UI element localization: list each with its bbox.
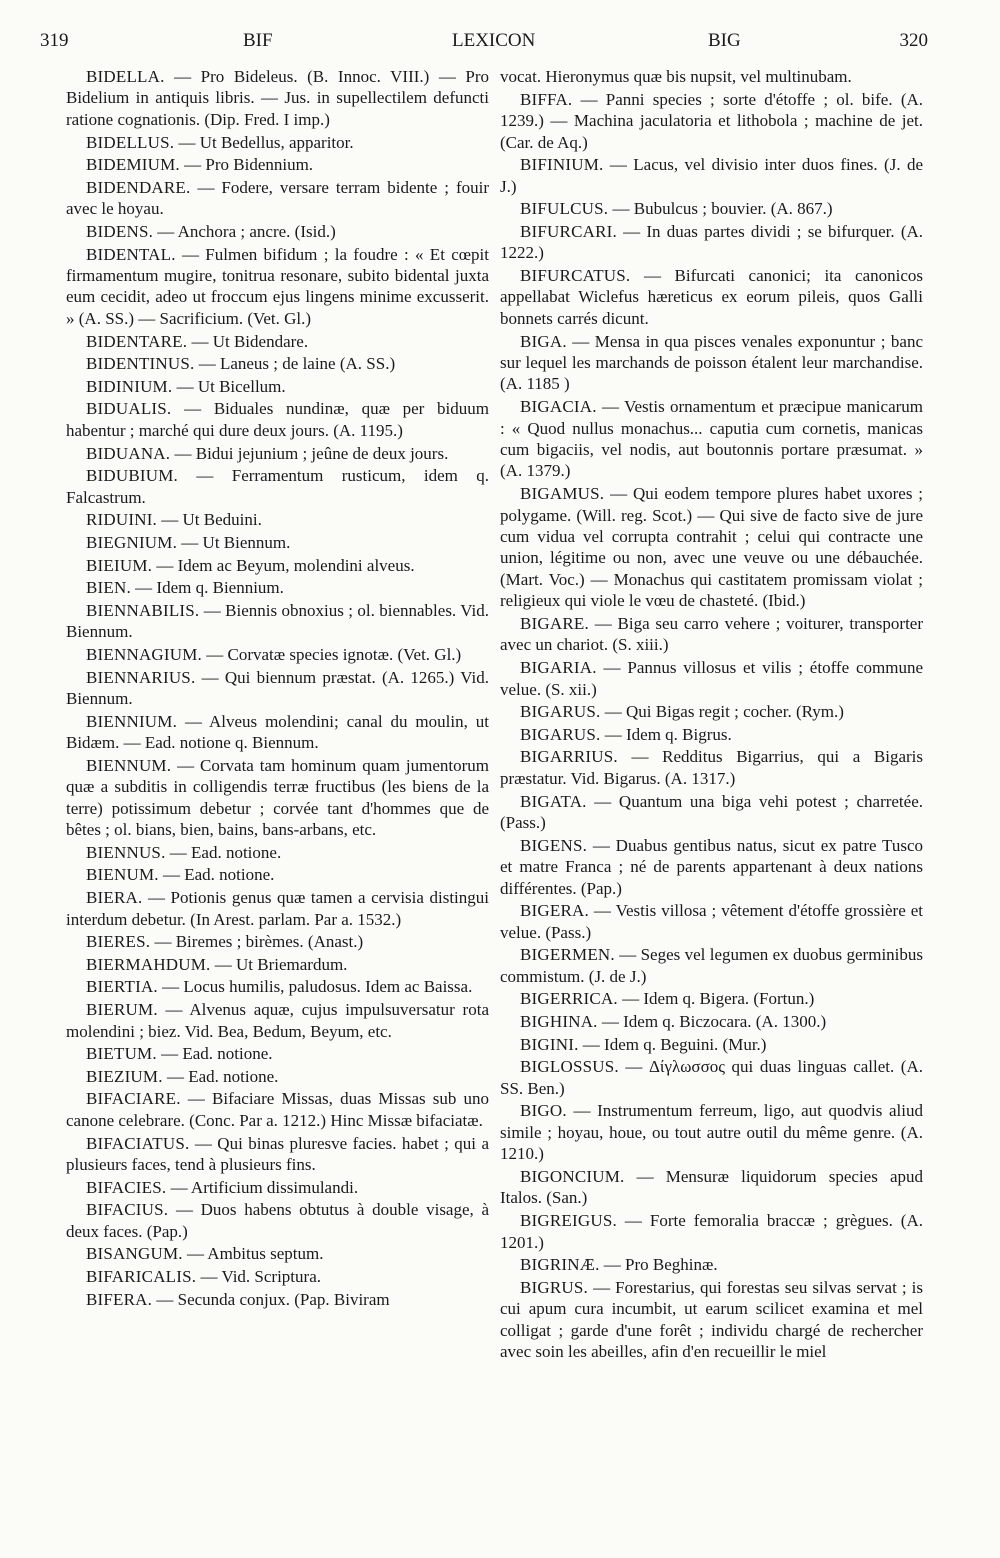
- entry-headword: BIDUBIUM.: [86, 466, 178, 486]
- dictionary-entry: [66, 154, 489, 175]
- entry-definition: — Pro Bidennium.: [184, 155, 314, 175]
- entry-headword: BIENNABILIS.: [86, 600, 200, 620]
- entry-headword: BIDENTINUS.: [86, 354, 195, 374]
- dictionary-entry: [500, 154, 923, 197]
- entry-headword: BIDUANA.: [86, 443, 171, 463]
- left-column: [66, 66, 489, 1311]
- entry-headword: BIGARIA.: [520, 658, 597, 678]
- entry-headword: BIGARE.: [520, 614, 589, 634]
- entry-headword: BIERES.: [86, 932, 151, 952]
- entry-headword: BIENNUS.: [86, 842, 166, 862]
- dictionary-entry: [500, 835, 923, 899]
- entry-headword: BIENUM.: [86, 865, 159, 885]
- entry-definition: — Ambitus septum.: [186, 1244, 324, 1264]
- entry-headword: BIEN.: [86, 578, 131, 598]
- entry-headword: BIFURCATUS.: [520, 266, 631, 286]
- entry-definition: — Ut Biennum.: [181, 532, 291, 552]
- entry-definition: — In duas partes dividi ; se bifurquer. (A. 1222.): [500, 221, 924, 263]
- dictionary-entry: [66, 398, 489, 441]
- entry-headword: BIEGNIUM.: [86, 532, 178, 552]
- entry-headword: BIDEMIUM.: [86, 155, 180, 175]
- dictionary-entry: [66, 600, 489, 643]
- entry-definition: — Potionis genus quæ tamen a cervisia distingui interdum debetur. (In Arest. parlam. Par a. 1532.): [66, 888, 489, 929]
- entry-definition: — Redditus Bigarrius, qui a Bigaris præstatur. Vid. Bigarus. (A. 1317.): [500, 747, 924, 788]
- entry-definition: — Ferramentum rusticum, idem q. Falcastrum.: [66, 466, 489, 507]
- entry-headword: BIGRUS.: [520, 1277, 588, 1297]
- dictionary-entry: [500, 613, 923, 656]
- dictionary-entry: [500, 1166, 923, 1209]
- dictionary-entry: [66, 1177, 489, 1198]
- entry-headword: RIDUINI.: [86, 510, 158, 530]
- dictionary-entry: [66, 244, 489, 330]
- entry-headword: BIDINIUM.: [86, 376, 173, 396]
- dictionary-entry: [66, 353, 489, 374]
- entry-definition: — Seges vel legumen ex duobus germinibus commistum. (J. de J.): [500, 945, 924, 986]
- entry-definition: — Bidui jejunium ; jeûne de deux jours.: [174, 443, 449, 463]
- dictionary-entry: [66, 1133, 489, 1176]
- dictionary-entry: [66, 577, 489, 598]
- entry-definition: — Ut Bedellus, apparitor.: [178, 132, 354, 152]
- dictionary-entry: [500, 746, 923, 789]
- dictionary-entry: [500, 198, 923, 219]
- dictionary-entry: [66, 1088, 489, 1131]
- entry-definition: — Ead. notione.: [161, 1044, 273, 1064]
- entry-headword: BIGERMEN.: [520, 945, 615, 965]
- right-page-number: 320: [899, 30, 928, 51]
- page-header: [40, 30, 928, 56]
- entry-headword: BIFARICALIS.: [86, 1267, 197, 1287]
- entry-headword: BIEZIUM.: [86, 1066, 163, 1086]
- entry-definition: — Panni species ; sorte d'étoffe ; ol. bife. (A. 1239.) — Machina jaculatoria et lithobola ; machine de jet. (Car. de Aq.): [500, 89, 924, 152]
- dictionary-entry: [66, 644, 489, 665]
- dictionary-entry: [66, 999, 489, 1042]
- entry-definition: — Qui biennum præstat. (A. 1265.) Vid. Biennum.: [66, 667, 489, 709]
- entry-headword: BIERTIA.: [86, 977, 158, 997]
- entry-definition: — Forestarius, qui forestas seu silvas servat ; is cui apum cura incumbit, ut earum scilicet examina et mel colligat ; garde d'une forêt ; individu chargé de rechercher avec soin les abeilles, afin d'en recueillir le miel: [500, 1277, 923, 1362]
- dictionary-entry: [66, 509, 489, 530]
- entry-definition: — Duos habens obtutus à double visage, à deux faces. (Pap.): [66, 1200, 490, 1241]
- entry-definition: — Qui binas pluresve facies. habet ; qui a plusieurs faces, tend à plusieurs fins.: [66, 1133, 490, 1175]
- entry-headword: BIGARUS.: [520, 702, 601, 722]
- entry-definition: — Bubulcus ; bouvier. (A. 867.): [612, 199, 833, 219]
- entry-definition: — Laneus ; de laine (A. SS.): [198, 354, 396, 374]
- dictionary-entry: [66, 1066, 489, 1087]
- entry-headword: BIDENTAL.: [86, 244, 176, 264]
- dictionary-entry: [500, 1011, 923, 1032]
- entry-headword: BIERUM.: [86, 1000, 158, 1020]
- entry-headword: BIGLOSSUS.: [520, 1057, 619, 1077]
- entry-headword: BIENNIUM.: [86, 711, 178, 731]
- right-column: [500, 66, 923, 1364]
- dictionary-entry: [500, 221, 923, 264]
- dictionary-entry: [66, 1243, 489, 1264]
- dictionary-entry: [500, 66, 923, 87]
- entry-definition: — Vestis ornamentum et præcipue manicarum : « Quod nullus monachus... caputia cum cornetis, manicas cum bigaciis, vel nodis, aut boutonnis portare præsumat. » (A. 1379.): [500, 397, 924, 481]
- entry-headword: BIENNUM.: [86, 755, 172, 775]
- entry-definition: — Lacus, vel divisio inter duos fines. (J. de J.): [500, 155, 924, 196]
- entry-headword: BIFURCARI.: [520, 221, 617, 241]
- dictionary-entry: [66, 864, 489, 885]
- entry-definition: — Ut Beduini.: [161, 510, 262, 530]
- left-page-number: 319: [40, 30, 69, 51]
- entry-definition: — Corvata tam hominum quam jumentorum quæ a subditis in colligendis terræ fructibus (les biens de la terre) potissimum debetur ; corvée tant d'hommes que de bêtes ; ol. bians, bien, bains, bans-arbans, etc.: [66, 755, 490, 840]
- entry-headword: BIFACIARE.: [86, 1089, 181, 1109]
- dictionary-entry: [66, 976, 489, 997]
- entry-definition: — Biremes ; birèmes. (Anast.): [154, 932, 364, 952]
- entry-headword: BIDENTARE.: [86, 331, 188, 351]
- entry-definition: — Idem q. Bigrus.: [604, 724, 732, 744]
- dictionary-entry: [500, 483, 923, 612]
- dictionary-entry: [66, 465, 489, 508]
- entry-definition: — Alveus molendini; canal du moulin, ut Bidæm. — Ead. notione q. Biennum.: [66, 711, 489, 753]
- entry-headword: BIGA.: [520, 331, 567, 351]
- entry-definition: — Instrumentum ferreum, ligo, aut quodvis aliud simile ; hoyau, houe, ou tout autre outil du même genre. (A. 1210.): [500, 1101, 924, 1164]
- entry-definition: — Ut Bicellum.: [176, 376, 286, 396]
- entry-definition: — Pro Bideleus. (B. Innoc. VIII.) — Pro Bidelium in antiquis libris. — Jus. in supellectilem defuncti ratione cognationis. (Dip. Fred. I imp.): [66, 67, 490, 129]
- entry-definition: — Ead. notione.: [162, 865, 275, 885]
- entry-definition: — Alvenus aquæ, cujus impulsuversatur rota molendini ; biez. Vid. Bea, Bedum, Beyum, etc.: [66, 1000, 489, 1041]
- entry-definition: — Mensa in qua pisces venales exponuntur ; banc sur lequel les marchands de poisson étalent leur marchandise. (A. 1185 ): [500, 331, 923, 394]
- entry-headword: BIDENS.: [86, 221, 154, 241]
- running-title: LEXICON: [452, 30, 536, 51]
- entry-definition: — Fodere, versare terram bidente ; fouir avec le hoyau.: [66, 177, 490, 219]
- entry-definition: — Qui Bigas regit ; cocher. (Rym.): [604, 702, 844, 722]
- entry-headword: BIEIUM.: [86, 555, 153, 575]
- dictionary-entry: [500, 944, 923, 987]
- entry-definition: — Artificium dissimulandi.: [170, 1177, 359, 1197]
- entry-headword: BIGARRIUS.: [520, 747, 618, 767]
- entry-headword: BISANGUM.: [86, 1244, 183, 1264]
- entry-definition: vocat. Hieronymus quæ bis nupsit, vel multinubam.: [500, 67, 852, 86]
- entry-definition: — Secunda conjux. (Pap. Biviram: [156, 1289, 390, 1309]
- entry-definition: — Idem ac Beyum, molendini alveus.: [156, 555, 415, 575]
- dictionary-entry: [66, 532, 489, 553]
- entry-headword: BIETUM.: [86, 1044, 157, 1064]
- entry-definition: — Qui eodem tempore plures habet uxores ; polygame. (Will. reg. Scot.) — Qui sive de facto sive de jure cum vidua vel corrupta contrahit ; celui qui contracte une union, légitime ou non, avec une veuve ou une débauchée. (Mart. Voc.) — Monachus qui castitatem promissam violat ; religieux qui viole le vœu de chasteté. (Ibid.): [500, 484, 924, 611]
- entry-headword: BIFACIUS.: [86, 1200, 169, 1220]
- right-guide-word: BIG: [708, 30, 741, 51]
- entry-definition: — Mensuræ liquidorum species apud Italos. (San.): [500, 1166, 923, 1208]
- entry-definition: — Ead. notione.: [169, 842, 282, 862]
- entry-headword: BIGREIGUS.: [520, 1211, 617, 1231]
- entry-headword: BIGERRICA.: [520, 989, 618, 1009]
- entry-definition: — Bifaciare Missas, duas Missas sub uno canone celebrare. (Conc. Par a. 1212.) Hinc Missæ bifaciatæ.: [66, 1089, 489, 1130]
- entry-headword: BIGERA.: [520, 901, 589, 921]
- dictionary-entry: [66, 755, 489, 841]
- entry-headword: BIDUALIS.: [86, 399, 172, 419]
- dictionary-entry: [500, 1254, 923, 1275]
- entry-definition: — Quantum una biga vehi potest ; charretée. (Pass.): [500, 791, 923, 833]
- dictionary-entry: [66, 931, 489, 952]
- dictionary-entry: [66, 842, 489, 863]
- dictionary-entry: [66, 177, 489, 220]
- entry-definition: — Biga seu carro vehere ; voiturer, transporter avec un chariot. (S. xiii.): [500, 614, 923, 655]
- entry-headword: BIENNAGIUM.: [86, 644, 202, 664]
- entry-definition: — Bifurcati canonici; ita canonicos appellabat Wiclefus hæreticus ex eorum pileis, quos Galli bonnets carrés dicunt.: [500, 266, 924, 328]
- dictionary-entry: [500, 1100, 923, 1164]
- dictionary-entry: [500, 1056, 923, 1099]
- dictionary-entry: [500, 701, 923, 722]
- dictionary-entry: [500, 900, 923, 943]
- dictionary-entry: [500, 791, 923, 834]
- entry-headword: BIGINI.: [520, 1034, 579, 1054]
- entry-definition: — Corvatæ species ignotæ. (Vet. Gl.): [206, 644, 462, 664]
- dictionary-entry: [66, 1266, 489, 1287]
- dictionary-entry: [66, 132, 489, 153]
- entry-headword: BIGONCIUM.: [520, 1166, 625, 1186]
- entry-headword: BIGO.: [520, 1101, 567, 1121]
- dictionary-entry: [500, 396, 923, 482]
- entry-headword: BIGHINA.: [520, 1012, 598, 1032]
- entry-definition: — Pro Beghinæ.: [603, 1255, 718, 1275]
- dictionary-entry: [500, 331, 923, 395]
- dictionary-entry: [500, 265, 923, 329]
- entry-definition: — Biduales nundinæ, quæ per biduum habentur ; marché qui dure deux jours. (A. 1195.): [66, 399, 489, 440]
- entry-headword: BIDENDARE.: [86, 177, 191, 197]
- entry-definition: — Idem q. Biczocara. (A. 1300.): [601, 1012, 827, 1032]
- dictionary-entry: [66, 66, 489, 130]
- entry-definition: — Forte femoralia braccæ ; grègues. (A. 1201.): [500, 1211, 923, 1252]
- dictionary-entry: [66, 331, 489, 352]
- entry-headword: BIERMAHDUM.: [86, 954, 211, 974]
- entry-headword: BIGENS.: [520, 835, 588, 855]
- entry-headword: BIDELLUS.: [86, 132, 175, 152]
- dictionary-entry: [500, 1277, 923, 1363]
- entry-headword: BIGATA.: [520, 791, 587, 811]
- entry-definition: — Δίγλωσσος qui duas linguas callet. (A. SS. Ben.): [500, 1057, 924, 1098]
- dictionary-entry: [500, 89, 923, 153]
- dictionary-entry: [66, 221, 489, 242]
- entry-definition: — Vid. Scriptura.: [200, 1267, 321, 1287]
- entry-definition: — Fulmen bifidum ; la foudre : « Et cœpit firmamentum mugire, tonitrua resonare, subito bidental juxta eum cecidit, adeo ut froccum ejus lingens minime excusserit. » (A. SS.) — Sacrificium. (Vet. Gl.): [66, 244, 489, 328]
- dictionary-entry: [66, 1289, 489, 1310]
- dictionary-entry: [66, 667, 489, 710]
- entry-headword: BIFERA.: [86, 1289, 153, 1309]
- entry-definition: — Idem q. Bigera. (Fortun.): [622, 989, 815, 1009]
- entry-headword: BIFACIES.: [86, 1177, 167, 1197]
- dictionary-entry: [66, 443, 489, 464]
- entry-definition: — Ead. notione.: [166, 1066, 279, 1086]
- entry-headword: BIFACIATUS.: [86, 1133, 190, 1153]
- entry-definition: — Duabus gentibus natus, sicut ex patre Tusco et matre Franca ; né de parents appartenant à deux nations différentes. (Pap.): [500, 835, 923, 898]
- entry-headword: BIGRINÆ.: [520, 1255, 600, 1275]
- entry-definition: — Locus humilis, paludosus. Idem ac Baissa.: [162, 977, 473, 997]
- entry-headword: BIFULCUS.: [520, 199, 609, 219]
- entry-definition: — Vestis villosa ; vêtement d'étoffe grossière et velue. (Pass.): [500, 901, 923, 942]
- entry-definition: — Biennis obnoxius ; ol. biennables. Vid. Biennum.: [66, 600, 490, 642]
- dictionary-entry: [500, 1210, 923, 1253]
- dictionary-entry: [66, 1199, 489, 1242]
- dictionary-entry: [66, 711, 489, 754]
- dictionary-entry: [500, 657, 923, 700]
- entry-definition: — Idem q. Beguini. (Mur.): [582, 1034, 767, 1054]
- entry-headword: BIDELLA.: [86, 67, 165, 86]
- entry-definition: — Idem q. Biennium.: [135, 578, 284, 598]
- dictionary-entry: [66, 954, 489, 975]
- left-guide-word: BIF: [243, 30, 273, 51]
- entry-headword: BIFFA.: [520, 89, 573, 109]
- entry-headword: BIGARUS.: [520, 724, 601, 744]
- entry-headword: BIGAMUS.: [520, 484, 605, 504]
- entry-headword: BIGACIA.: [520, 397, 597, 417]
- entry-definition: — Ut Briemardum.: [214, 954, 348, 974]
- entry-headword: BIERA.: [86, 888, 143, 908]
- entry-definition: — Ut Bidendare.: [191, 331, 309, 351]
- dictionary-entry: [500, 1034, 923, 1055]
- entry-headword: BIFINIUM.: [520, 155, 604, 175]
- entry-definition: — Pannus villosus et vilis ; étoffe commune velue. (S. xii.): [500, 658, 924, 699]
- entry-definition: — Anchora ; ancre. (Isid.): [157, 221, 336, 241]
- dictionary-entry: [500, 724, 923, 745]
- entry-headword: BIENNARIUS.: [86, 667, 196, 687]
- dictionary-entry: [66, 376, 489, 397]
- dictionary-entry: [500, 988, 923, 1009]
- dictionary-entry: [66, 1043, 489, 1064]
- dictionary-entry: [66, 555, 489, 576]
- dictionary-entry: [66, 887, 489, 930]
